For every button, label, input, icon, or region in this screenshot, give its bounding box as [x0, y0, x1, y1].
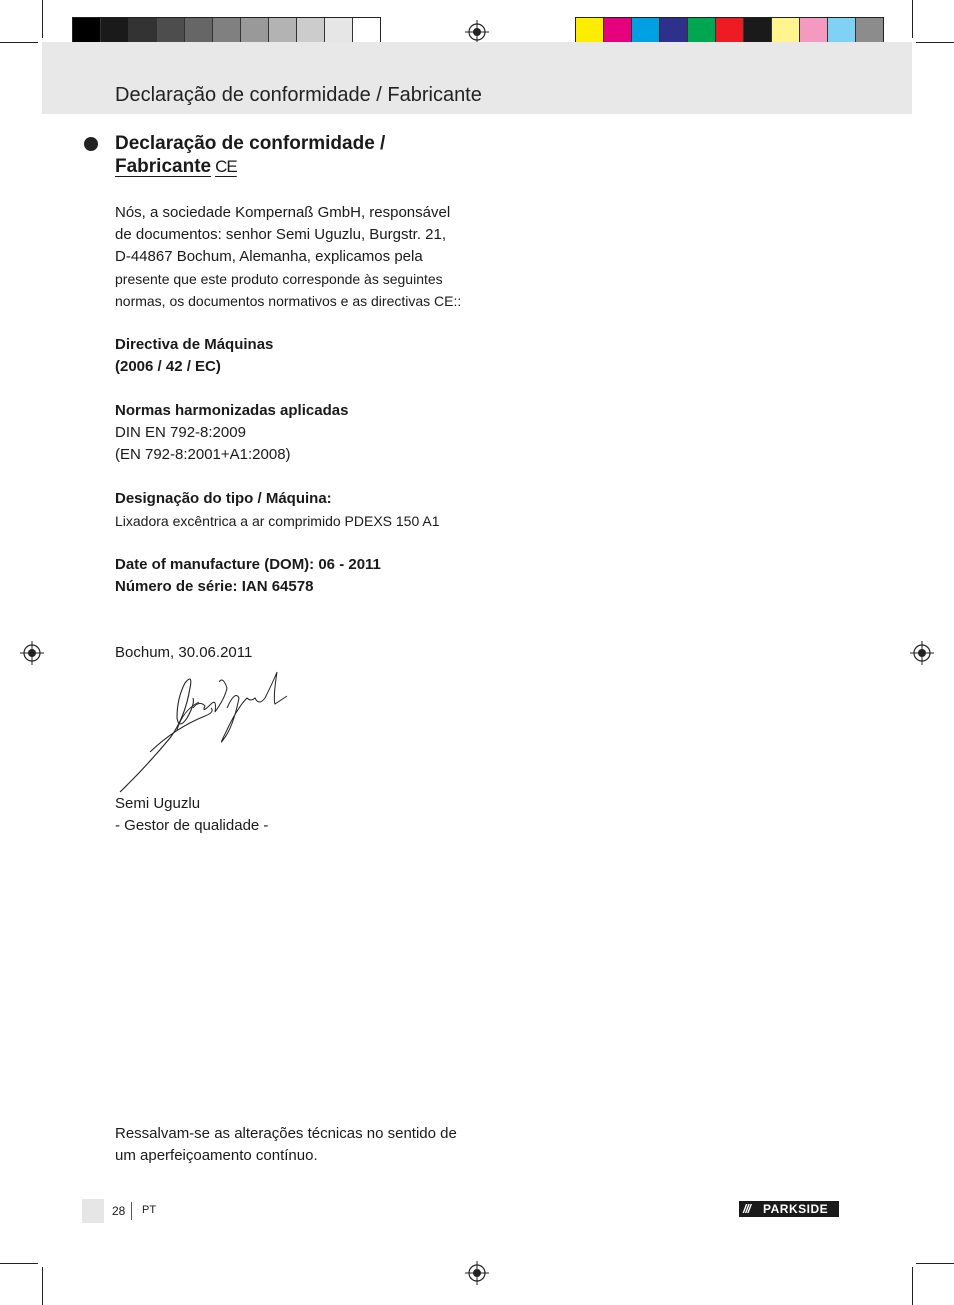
- crop-mark: [42, 1267, 43, 1305]
- registration-mark-icon: [465, 20, 489, 44]
- signer-role: - Gestor de qualidade -: [115, 817, 269, 834]
- norm-value: (EN 792-8:2001+A1:2008): [115, 446, 291, 463]
- page-title: Declaração de conformidade / Fabricante: [115, 84, 482, 106]
- ce-mark-icon: CE: [215, 157, 237, 176]
- norms-label: Normas harmonizadas aplicadas: [115, 402, 349, 419]
- crop-mark: [916, 1263, 954, 1264]
- bullet-icon: [84, 137, 98, 151]
- parkside-logo: [739, 1201, 839, 1217]
- intro-line: presente que este produto corresponde às seguintes: [115, 271, 443, 287]
- crop-mark: [0, 1263, 38, 1264]
- disclaimer-line: Ressalvam-se as alterações técnicas no sentido de: [115, 1125, 457, 1142]
- section-heading-line2: Fabricante CE: [115, 156, 237, 177]
- directive-label: Directiva de Máquinas: [115, 336, 274, 353]
- type-value: Lixadora excêntrica a ar comprimido PDEXS 150 A1: [115, 513, 440, 529]
- intro-line: normas, os documentos normativos e as directivas CE::: [115, 293, 462, 309]
- footer-divider: [131, 1202, 132, 1220]
- serial-number: Número de série: IAN 64578: [115, 578, 314, 595]
- crop-mark: [916, 42, 954, 43]
- section-heading-line1: Declaração de conformidade /: [115, 133, 386, 154]
- declaration-section: [115, 132, 475, 664]
- crop-mark: [42, 0, 43, 38]
- place-date: Bochum, 30.06.2011: [115, 644, 253, 661]
- crop-mark: [912, 1267, 913, 1305]
- date-of-manufacture: Date of manufacture (DOM): 06 - 2011: [115, 556, 381, 573]
- norm-value: DIN EN 792-8:2009: [115, 424, 246, 441]
- page-number: 28: [112, 1204, 126, 1218]
- signature-image: [115, 668, 295, 796]
- directive-code: (2006 / 42 / EC): [115, 358, 221, 375]
- language-code: PT: [142, 1204, 157, 1216]
- intro-line: Nós, a sociedade Kompernaß GmbH, responsável: [115, 204, 451, 221]
- logo-slashes: ///: [743, 1202, 751, 1216]
- registration-mark-icon: [465, 1261, 489, 1285]
- disclaimer: [115, 1123, 475, 1167]
- type-label: Designação do tipo / Máquina:: [115, 490, 332, 507]
- crop-mark: [0, 42, 38, 43]
- intro-line: de documentos: senhor Semi Uguzlu, Burgstr. 21,: [115, 226, 447, 243]
- registration-mark-icon: [20, 641, 44, 665]
- section-heading: [115, 132, 475, 178]
- page-number-box: [82, 1199, 104, 1223]
- signer-name: Semi Uguzlu: [115, 795, 201, 812]
- disclaimer-line: um aperfeiçoamento contínuo.: [115, 1147, 318, 1164]
- signer-block: [115, 793, 475, 837]
- logo-text: PARKSIDE: [763, 1202, 829, 1216]
- intro-line: D-44867 Bochum, Alemanha, explicamos pela: [115, 248, 423, 265]
- registration-mark-icon: [910, 641, 934, 665]
- crop-mark: [912, 0, 913, 38]
